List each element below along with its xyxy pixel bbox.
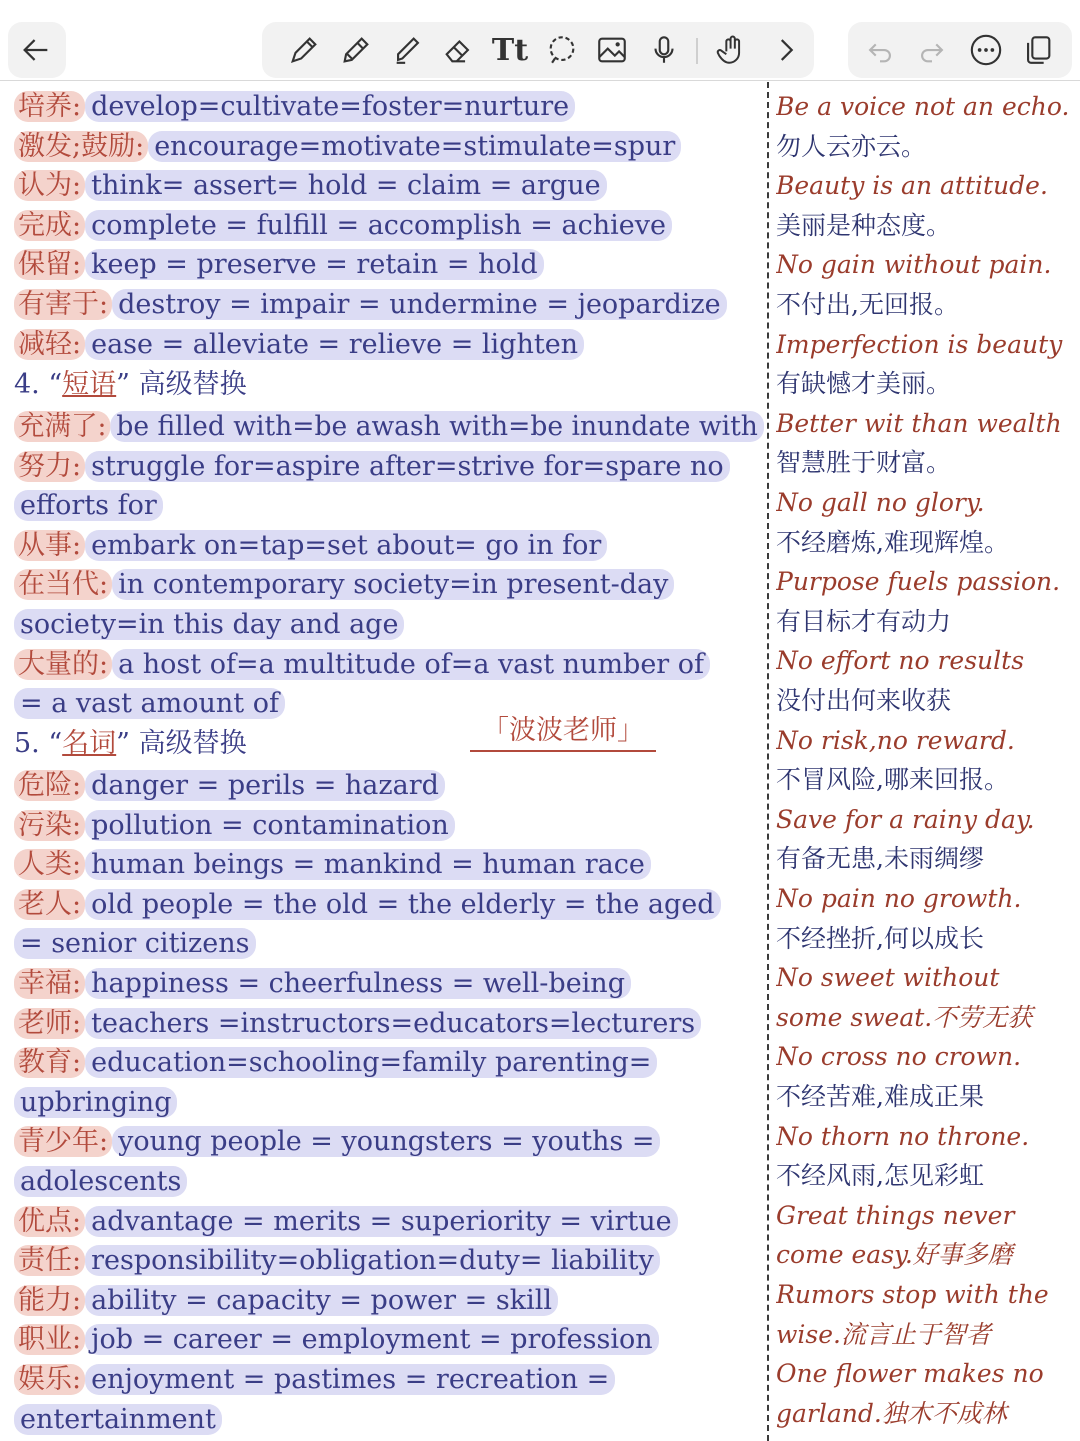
vocab-key: 责任: bbox=[14, 1245, 85, 1276]
vocab-row bbox=[14, 1084, 177, 1122]
quote-chinese: 有缺憾才美丽。 bbox=[776, 369, 952, 399]
vocab-key: 能力: bbox=[14, 1285, 85, 1316]
vocab-key: 充满了: bbox=[14, 411, 110, 442]
quote-english: No sweet without bbox=[776, 963, 1000, 993]
vocab-key: 减轻: bbox=[14, 329, 85, 360]
vocab-row bbox=[14, 527, 607, 565]
vocab-synonyms: advantage = merits = superiority = virtue bbox=[85, 1206, 678, 1237]
vocab-row bbox=[14, 1203, 678, 1241]
quote-english: Rumors stop with the bbox=[776, 1280, 1049, 1309]
quote-english: No effort no results bbox=[776, 646, 1025, 676]
vocab-synonyms: pollution = contamination bbox=[85, 810, 455, 841]
signature-label: 「波波老师」 bbox=[470, 712, 656, 752]
text-tool-icon[interactable]: Tt bbox=[491, 32, 529, 68]
vocab-synonyms: complete = fulfill = accomplish = achieve bbox=[85, 210, 672, 241]
vocab-synonyms: = senior citizens bbox=[14, 928, 256, 959]
heading-number: 5. bbox=[14, 728, 40, 759]
more-icon[interactable] bbox=[966, 30, 1006, 70]
quote-english: some sweat.不劳无获 bbox=[776, 1002, 1033, 1032]
vocab-row bbox=[14, 566, 674, 604]
vocab-synonyms: a host of=a multitude of=a vast number of bbox=[112, 649, 710, 680]
vocab-row bbox=[14, 326, 584, 364]
vocab-synonyms: think= assert= hold = claim = argue bbox=[85, 170, 606, 201]
quote-chinese: 不经挫折,何以成长 bbox=[776, 923, 984, 953]
quote-english: wise.流言止于智者 bbox=[776, 1319, 991, 1349]
vocab-synonyms: education=schooling=family parenting= bbox=[85, 1047, 657, 1078]
vocab-synonyms: ability = capacity = power = skill bbox=[85, 1285, 558, 1316]
heading-keyword: 短语 bbox=[62, 369, 117, 400]
chevron-right-icon[interactable] bbox=[766, 30, 806, 70]
quote-chinese: 有目标才有动力 bbox=[776, 606, 952, 636]
vocab-row bbox=[14, 767, 445, 805]
section-heading-4 bbox=[14, 366, 247, 404]
vocab-row bbox=[14, 807, 455, 845]
vocab-row bbox=[14, 685, 285, 723]
quote-english: Better wit than wealth bbox=[776, 408, 1062, 438]
vocab-synonyms: in contemporary society=in present-day bbox=[112, 569, 674, 600]
quote-chinese: 不经风雨,怎见彩虹 bbox=[776, 1161, 984, 1191]
quote-english: No gall no glory. bbox=[776, 488, 985, 517]
vocab-synonyms: old people = the old = the elderly = the aged bbox=[85, 889, 720, 920]
vocab-key: 培养: bbox=[14, 91, 85, 122]
pen-icon[interactable] bbox=[284, 30, 324, 70]
vocab-row bbox=[14, 606, 404, 644]
vocab-row bbox=[14, 1163, 187, 1201]
vocab-synonyms: teachers =instructors=educators=lecturers bbox=[85, 1008, 701, 1039]
quote-chinese: 不经磨炼,难现辉煌。 bbox=[776, 527, 1009, 557]
vocab-key: 激发;鼓励: bbox=[14, 131, 148, 162]
quote-chinese: 没付出何来收获 bbox=[776, 686, 952, 715]
vocab-row bbox=[14, 1401, 222, 1439]
vocab-key: 完成: bbox=[14, 210, 85, 241]
vocab-synonyms: be filled with=be awash with=be inundate with bbox=[110, 411, 763, 442]
quote-english: No gain without pain. bbox=[776, 250, 1052, 280]
vocab-key: 从事: bbox=[14, 530, 85, 561]
vocab-row bbox=[14, 1123, 660, 1161]
vocab-row bbox=[14, 88, 575, 126]
vocab-key: 教育: bbox=[14, 1047, 85, 1078]
vocab-row bbox=[14, 286, 727, 324]
column-divider bbox=[767, 82, 769, 1441]
redo-icon[interactable] bbox=[912, 30, 952, 70]
quote-english: come easy.好事多磨 bbox=[776, 1240, 1013, 1270]
vocab-synonyms: = a vast amount of bbox=[14, 688, 285, 719]
vocab-key: 有害于: bbox=[14, 289, 112, 320]
vocab-key: 人类: bbox=[14, 849, 85, 880]
vocab-synonyms: enjoyment = pastimes = recreation = bbox=[85, 1364, 615, 1395]
vocab-key: 污染: bbox=[14, 810, 85, 841]
vocab-synonyms: upbringing bbox=[14, 1087, 177, 1118]
vocab-row bbox=[14, 1044, 657, 1082]
vocab-row bbox=[14, 1242, 660, 1280]
vocab-row bbox=[14, 487, 163, 525]
quote-chinese: 不经苦难,难成正果 bbox=[776, 1082, 984, 1111]
vocab-synonyms: encourage=motivate=stimulate=spur bbox=[148, 131, 681, 162]
quote-english: No risk,no reward. bbox=[776, 725, 1015, 755]
vocab-synonyms: happiness = cheerfulness = well-being bbox=[85, 968, 631, 999]
vocab-key: 职业: bbox=[14, 1324, 85, 1355]
vocab-row bbox=[14, 408, 764, 446]
heading-rest: 高级替换 bbox=[138, 369, 247, 400]
vocab-synonyms: entertainment bbox=[14, 1404, 222, 1435]
vocab-synonyms: struggle for=aspire after=strive for=spare no bbox=[85, 451, 730, 482]
quote-english: No thorn no throne. bbox=[776, 1121, 1030, 1151]
vocab-synonyms: adolescents bbox=[14, 1166, 187, 1197]
quote-chinese: 不付出,无回报。 bbox=[776, 290, 959, 319]
heading-quote-close: ” bbox=[116, 369, 130, 400]
vocab-key: 努力: bbox=[14, 451, 85, 482]
eraser-icon[interactable] bbox=[438, 30, 478, 70]
vocab-row bbox=[14, 1005, 701, 1043]
vocab-key: 认为: bbox=[14, 170, 85, 201]
vocab-synonyms: young people = youngsters = youths = bbox=[112, 1126, 660, 1157]
vocab-row bbox=[14, 207, 672, 245]
heading-number: 4. bbox=[14, 369, 40, 400]
vocab-key: 幸福: bbox=[14, 968, 85, 999]
vocab-row bbox=[14, 965, 631, 1003]
quote-english: garland.独木不成林 bbox=[776, 1398, 1007, 1428]
quote-english: No cross no crown. bbox=[776, 1042, 1022, 1072]
quote-english: Imperfection is beauty bbox=[776, 329, 1063, 359]
vocab-row bbox=[14, 1361, 615, 1399]
pencil-icon[interactable] bbox=[336, 30, 376, 70]
section-heading-5 bbox=[14, 725, 247, 763]
vocab-row bbox=[14, 1321, 659, 1359]
microphone-icon[interactable] bbox=[644, 30, 684, 70]
vocab-key: 保留: bbox=[14, 249, 85, 280]
heading-quote-open: “ bbox=[48, 728, 63, 759]
vocab-key: 危险: bbox=[14, 770, 85, 801]
vocab-row bbox=[14, 1282, 558, 1320]
heading-rest: 高级替换 bbox=[138, 728, 247, 759]
quote-english: Be a voice not an echo. bbox=[776, 92, 1070, 121]
vocab-key: 老人: bbox=[14, 889, 85, 920]
vocab-row bbox=[14, 646, 710, 684]
vocab-synonyms: efforts for bbox=[14, 490, 163, 521]
heading-quote-close: ” bbox=[116, 728, 130, 759]
image-icon[interactable] bbox=[592, 30, 632, 70]
quote-english: Save for a rainy day. bbox=[776, 804, 1035, 834]
vocab-synonyms: human beings = mankind = human race bbox=[85, 849, 651, 880]
vocab-row bbox=[14, 925, 256, 963]
vocab-row bbox=[14, 128, 681, 166]
lasso-icon[interactable] bbox=[542, 30, 582, 70]
vocab-synonyms: society=in this day and age bbox=[14, 609, 404, 640]
back-arrow-icon[interactable] bbox=[16, 30, 56, 70]
undo-icon[interactable] bbox=[860, 30, 900, 70]
vocab-synonyms: destroy = impair = undermine = jeopardize bbox=[112, 289, 726, 320]
quote-english: One flower makes no bbox=[776, 1359, 1044, 1389]
vocab-row bbox=[14, 246, 544, 284]
quote-chinese: 勿人云亦云。 bbox=[776, 131, 927, 161]
toolbar-separator bbox=[696, 38, 698, 64]
app-toolbar bbox=[0, 0, 1080, 81]
vocab-key: 优点: bbox=[14, 1206, 85, 1237]
quote-english: Purpose fuels passion. bbox=[776, 567, 1061, 597]
vocab-key: 大量的: bbox=[14, 649, 112, 680]
quote-chinese: 有备无患,未雨绸缪 bbox=[776, 844, 984, 874]
pages-icon[interactable] bbox=[1018, 30, 1058, 70]
vocab-row bbox=[14, 846, 651, 884]
vocab-synonyms: keep = preserve = retain = hold bbox=[85, 249, 544, 280]
vocab-key: 青少年: bbox=[14, 1126, 112, 1157]
heading-keyword: 名词 bbox=[62, 728, 117, 759]
vocab-synonyms: ease = alleviate = relieve = lighten bbox=[85, 329, 584, 360]
vocab-row bbox=[14, 886, 721, 924]
vocab-synonyms: develop=cultivate=foster=nurture bbox=[85, 91, 575, 122]
vocab-synonyms: job = career = employment = profession bbox=[85, 1324, 659, 1355]
quote-chinese: 智慧胜于财富。 bbox=[776, 448, 952, 478]
hand-icon[interactable] bbox=[712, 30, 752, 70]
vocab-key: 在当代: bbox=[14, 569, 112, 600]
vocab-synonyms: embark on=tap=set about= go in for bbox=[85, 530, 607, 561]
vocab-key: 娱乐: bbox=[14, 1364, 85, 1395]
quote-english: Beauty is an attitude. bbox=[776, 171, 1048, 201]
heading-quote-open: “ bbox=[48, 369, 63, 400]
quote-chinese: 不冒风险,哪来回报。 bbox=[776, 765, 1009, 795]
vocab-synonyms: danger = perils = hazard bbox=[85, 770, 445, 801]
vocab-row bbox=[14, 448, 730, 486]
quote-english: No pain no growth. bbox=[776, 884, 1022, 913]
vocab-synonyms: responsibility=obligation=duty= liability bbox=[85, 1245, 660, 1276]
highlighter-icon[interactable] bbox=[388, 30, 428, 70]
quote-chinese: 美丽是种态度。 bbox=[776, 210, 952, 240]
quote-english: Great things never bbox=[776, 1200, 1015, 1230]
vocab-key: 老师: bbox=[14, 1008, 85, 1039]
vocab-row bbox=[14, 167, 607, 205]
